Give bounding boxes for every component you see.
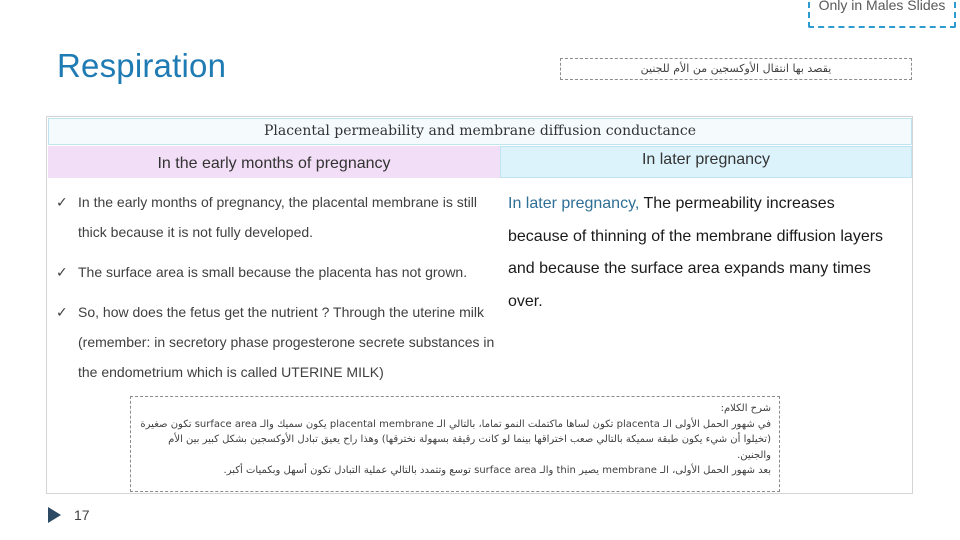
checkmark-icon: ✓ bbox=[56, 194, 68, 210]
later-pregnancy-text bbox=[508, 188, 898, 318]
bullet-text: So, how does the fetus get the nutrient ? Through the uterine milk (remember: in secretory phase progesterone secrete substances in the endometrium which is called UTERINE MILK) bbox=[78, 304, 495, 380]
checkmark-icon: ✓ bbox=[56, 304, 68, 320]
footer-arrow-icon bbox=[48, 507, 61, 523]
later-pregnancy-body: The permeability increases because of thinning of the membrane diffusion layers and because the surface area expands many times over. bbox=[508, 195, 884, 310]
arabic-line: والجنين. bbox=[737, 449, 771, 461]
table-title: Placental permeability and membrane diffusion conductance bbox=[48, 118, 912, 145]
bullet-text: In the early months of pregnancy, the placental membrane is still thick because it is not fully developed. bbox=[78, 194, 477, 240]
list-item bbox=[56, 297, 496, 387]
list-item bbox=[56, 257, 496, 287]
arabic-line: في شهور الحمل الأولى الـ placenta تكون لساها ماكتملت النمو تماما، بالتالي الـ placental membrane يكون سميك والـ surface area تكون صغيرة bbox=[140, 418, 771, 430]
later-pregnancy-header: In later pregnancy bbox=[500, 146, 912, 178]
arabic-line: بعد شهور الحمل الأولى، الـ membrane يصير thin والـ surface area توسع وتتمدد بالتالي عملية التبادل تكون أسهل وبكميات أكبر. bbox=[223, 465, 771, 476]
early-pregnancy-header: In the early months of pregnancy bbox=[48, 146, 500, 178]
only-in-males-badge: Only in Males Slides bbox=[808, 0, 956, 28]
checkmark-icon: ✓ bbox=[56, 264, 68, 280]
slide-title: Respiration bbox=[57, 47, 227, 84]
arabic-note: يقصد بها انتقال الأوكسجين من الأم للجنين bbox=[560, 58, 912, 80]
arabic-line: شرح الكلام: bbox=[720, 403, 771, 414]
early-pregnancy-list bbox=[56, 187, 496, 397]
arabic-explanation-box bbox=[130, 396, 780, 492]
later-pregnancy-lead: In later pregnancy, bbox=[508, 195, 640, 212]
bullet-text: The surface area is small because the placenta has not grown. bbox=[78, 264, 468, 280]
page-number: 17 bbox=[74, 507, 90, 523]
list-item bbox=[56, 187, 496, 247]
arabic-line: (تخيلوا أن شيء يكون طبقة سميكة بالتالي صعب اختراقها بينما لو كانت رقيقة بسهولة نخترقها) وهذا راح يعيق تبادل الأوكسجين بشكل كبير بين الأم bbox=[168, 434, 771, 445]
